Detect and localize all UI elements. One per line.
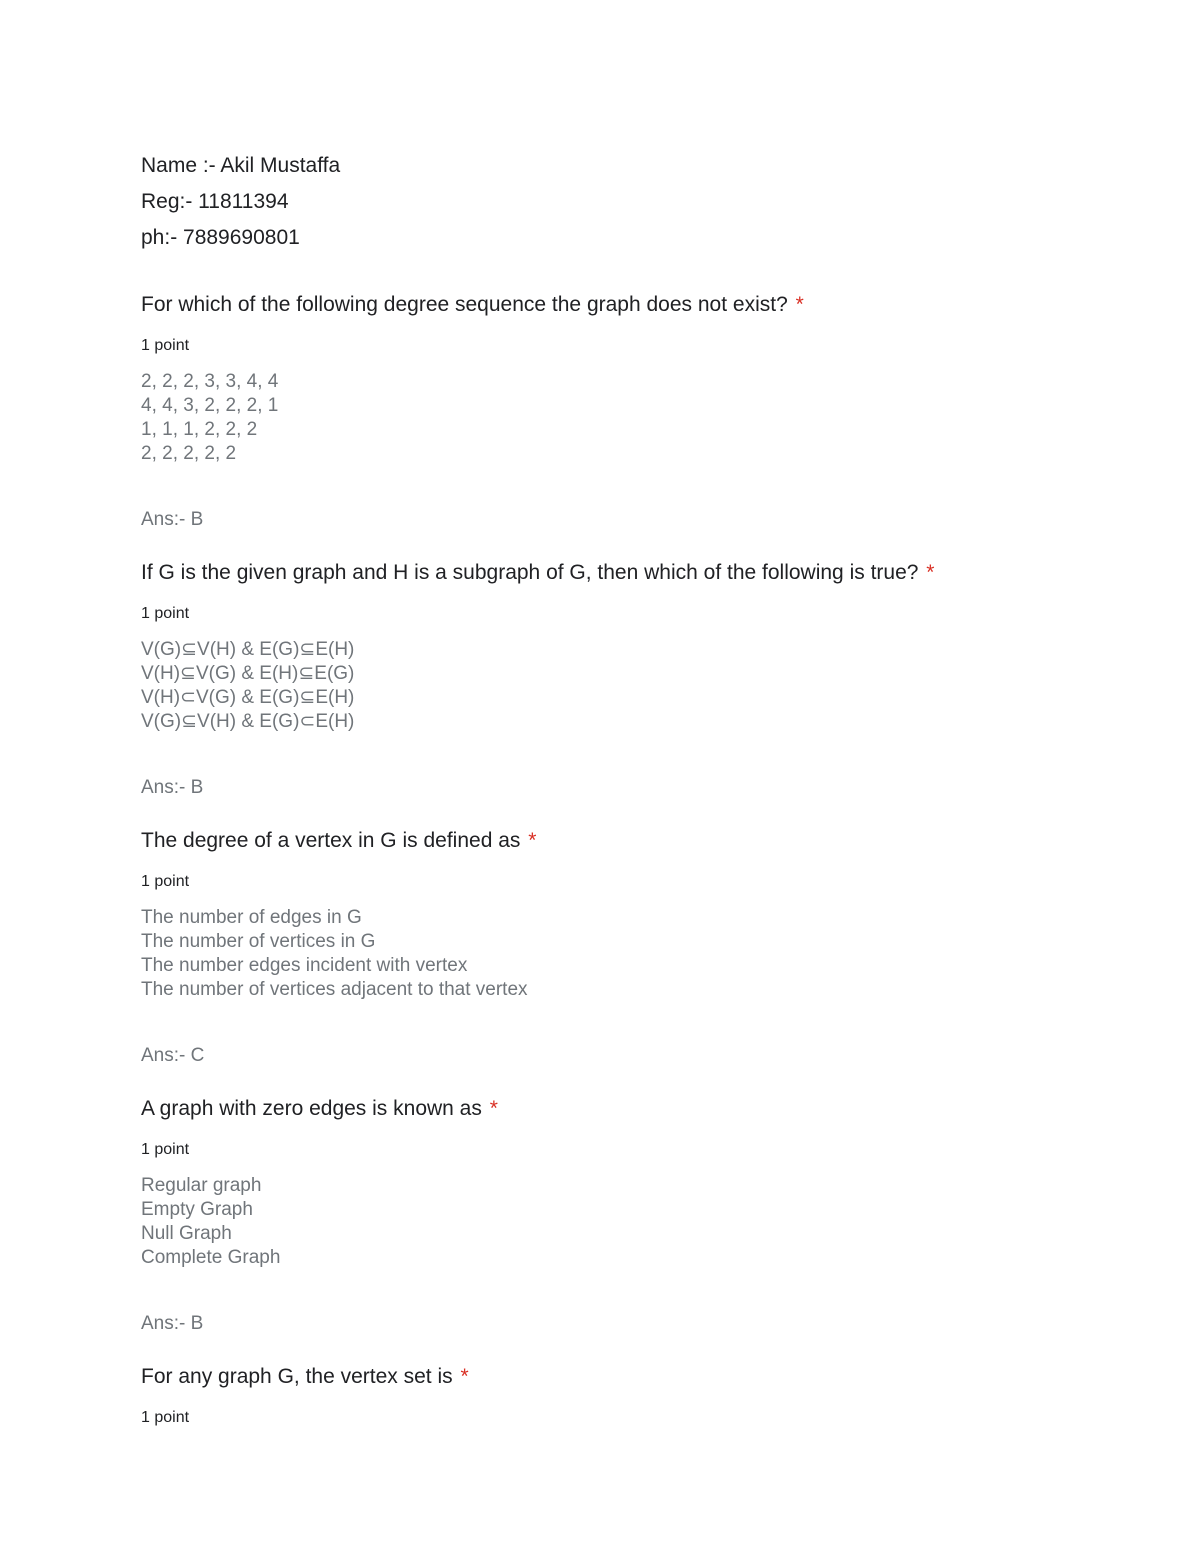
question-title: If G is the given graph and H is a subgraph of G, then which of the following is true? * — [141, 561, 935, 584]
question-points: 1 point — [141, 337, 190, 354]
question-title: A graph with zero edges is known as * — [141, 1097, 498, 1120]
question-title: For which of the following degree sequence the graph does not exist? * — [141, 293, 804, 316]
question-points: 1 point — [141, 1141, 190, 1158]
option-list — [141, 906, 1121, 1002]
question-2 — [141, 558, 1121, 800]
student-phone: ph:- 7889690801 — [141, 226, 300, 249]
option-a[interactable]: The number of edges in G — [141, 907, 362, 928]
required-mark: * — [489, 1097, 498, 1120]
option-list — [141, 1174, 1121, 1270]
option-a[interactable]: 2, 2, 2, 3, 3, 4, 4 — [141, 371, 279, 392]
required-mark: * — [528, 829, 537, 852]
question-title: The degree of a vertex in G is defined as * — [141, 829, 537, 852]
option-b[interactable]: The number of vertices in G — [141, 931, 376, 952]
answer-text: Ans:- B — [141, 1313, 204, 1334]
option-d[interactable]: The number of vertices adjacent to that vertex — [141, 979, 528, 1000]
question-points: 1 point — [141, 605, 190, 622]
question-3 — [141, 826, 1121, 1068]
option-c[interactable]: Null Graph — [141, 1223, 232, 1244]
option-c[interactable]: V(H)⊂V(G) & E(G)⊆E(H) — [141, 687, 355, 708]
option-c[interactable]: 1, 1, 1, 2, 2, 2 — [141, 419, 258, 440]
question-points: 1 point — [141, 1409, 190, 1426]
question-1 — [141, 290, 1121, 532]
question-5 — [141, 1362, 1121, 1428]
question-title: For any graph G, the vertex set is * — [141, 1365, 469, 1388]
required-mark: * — [926, 561, 935, 584]
option-b[interactable]: Empty Graph — [141, 1199, 253, 1220]
option-b[interactable]: V(H)⊆V(G) & E(H)⊆E(G) — [141, 663, 355, 684]
answer-text: Ans:- C — [141, 1045, 205, 1066]
option-d[interactable]: Complete Graph — [141, 1247, 281, 1268]
required-mark: * — [795, 293, 804, 316]
option-b[interactable]: 4, 4, 3, 2, 2, 2, 1 — [141, 395, 279, 416]
option-list — [141, 370, 1121, 466]
required-mark: * — [460, 1365, 469, 1388]
question-4 — [141, 1094, 1121, 1336]
student-name: Name :- Akil Mustaffa — [141, 154, 341, 177]
question-points: 1 point — [141, 873, 190, 890]
option-c[interactable]: The number edges incident with vertex — [141, 955, 468, 976]
option-list — [141, 638, 1121, 734]
answer-text: Ans:- B — [141, 509, 204, 530]
student-info — [141, 148, 1121, 256]
student-reg: Reg:- 11811394 — [141, 190, 289, 213]
option-d[interactable]: 2, 2, 2, 2, 2 — [141, 443, 237, 464]
option-d[interactable]: V(G)⊆V(H) & E(G)⊂E(H) — [141, 711, 355, 732]
document-page — [141, 148, 1121, 1428]
answer-text: Ans:- B — [141, 777, 204, 798]
option-a[interactable]: Regular graph — [141, 1175, 262, 1196]
option-a[interactable]: V(G)⊆V(H) & E(G)⊆E(H) — [141, 639, 355, 660]
